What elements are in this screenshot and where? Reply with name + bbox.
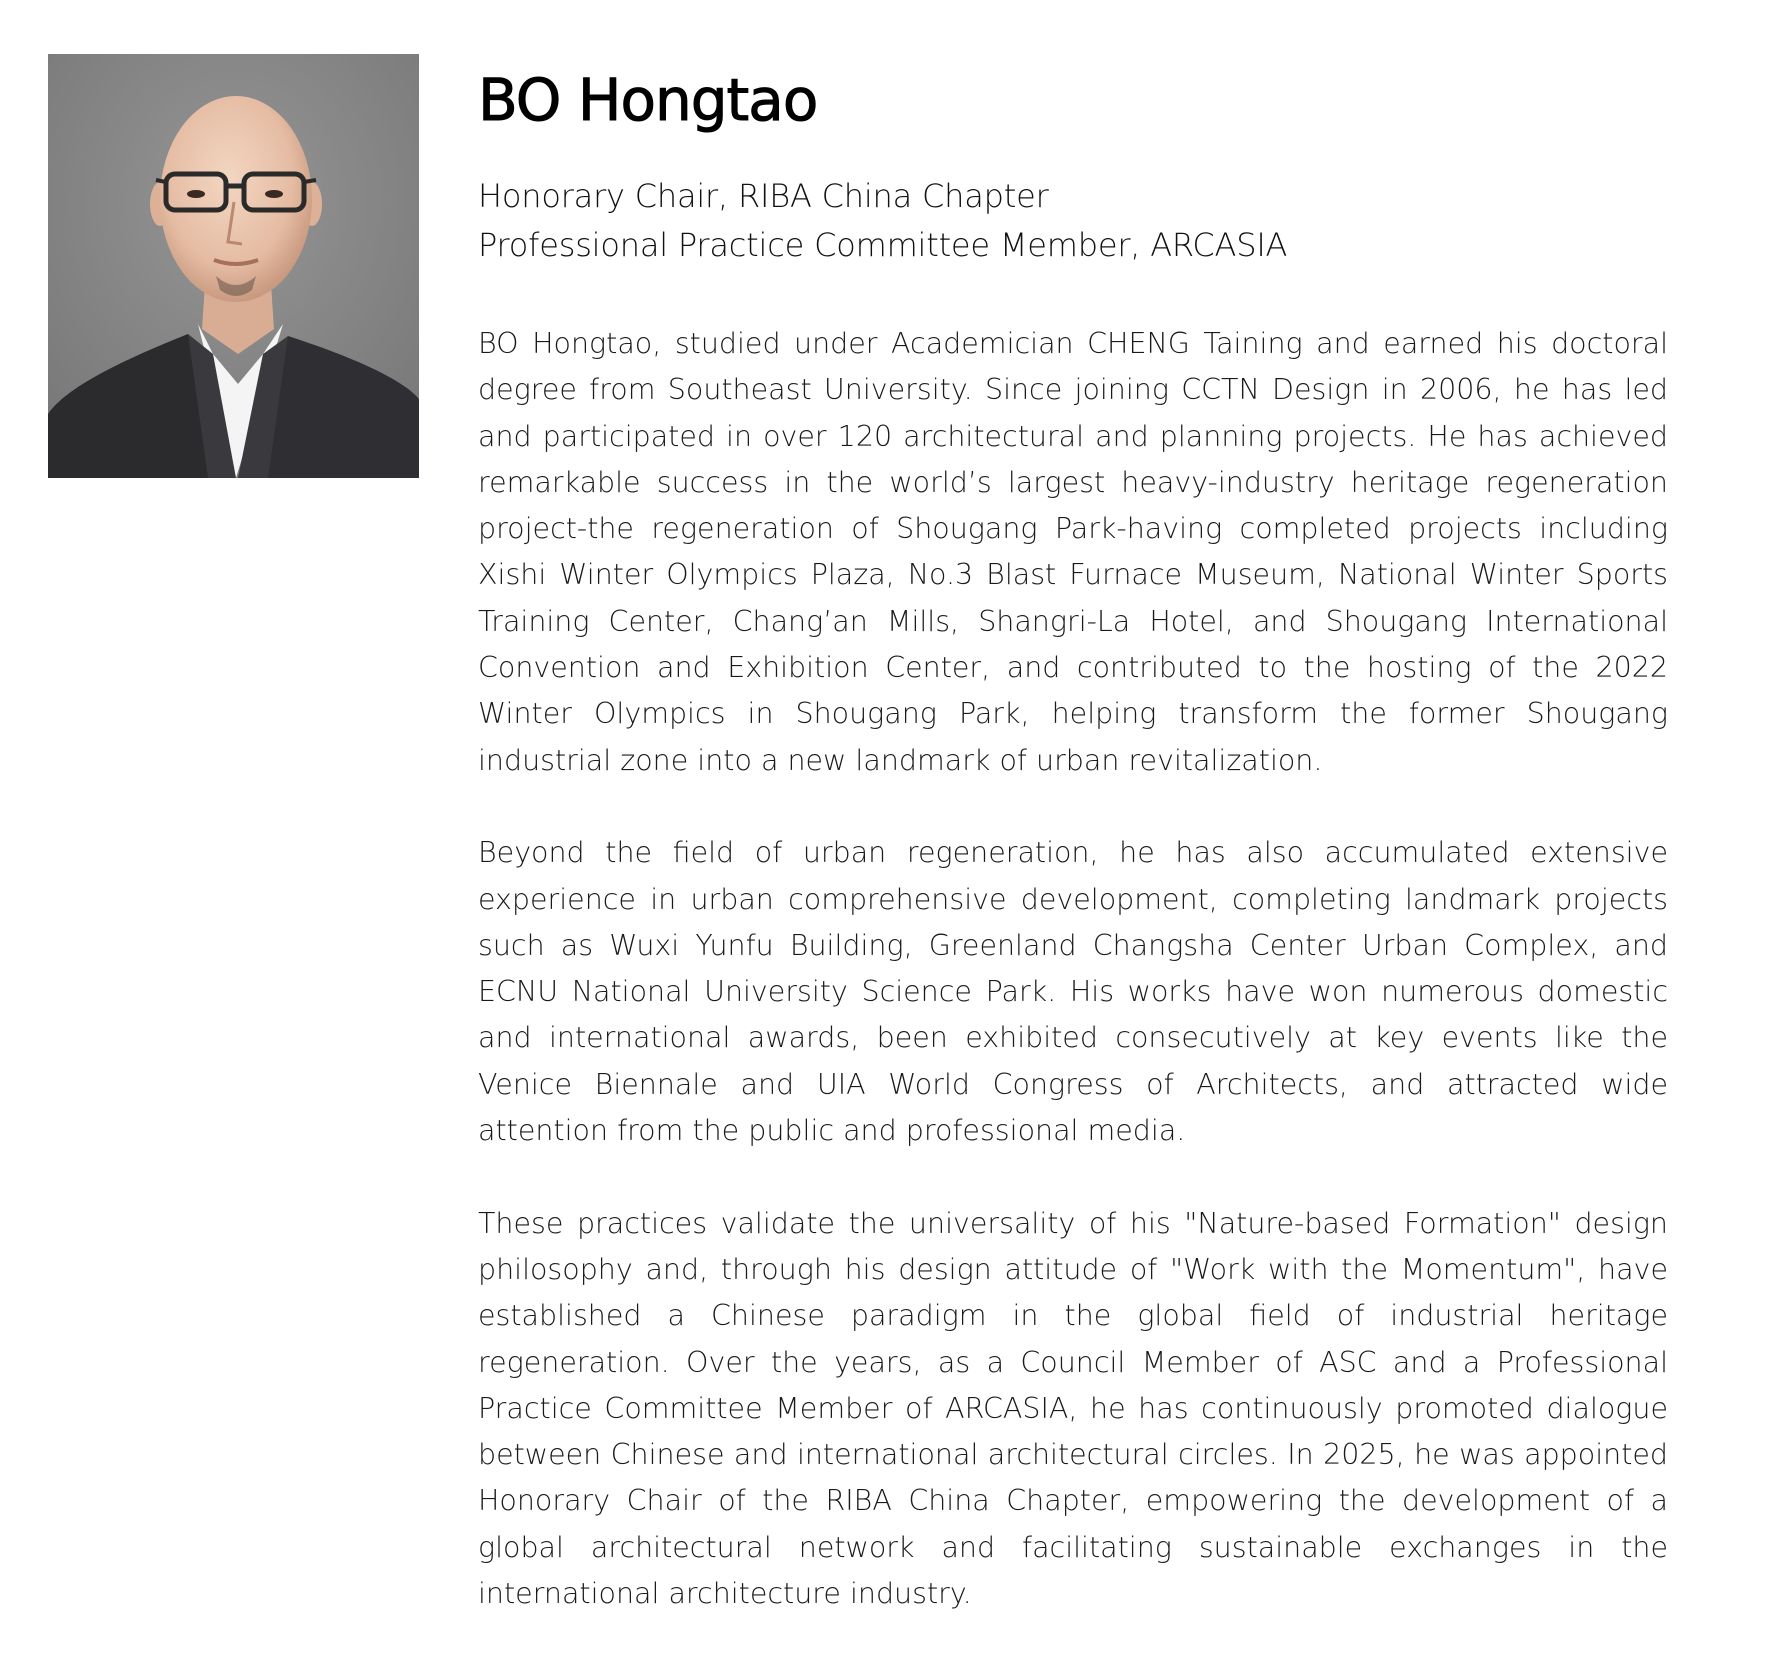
bio-paragraph: Beyond the field of urban regeneration, he has also accumulated extensive experience in urban comprehensive development, completing landmark projects such as Wuxi Yunfu Building, Greenland Changsha Center Urban Complex, and ECNU National University Science Park. His works have won numerous domestic and international awards, been exhibited consecutively at key events like the Venice Biennale and UIA World Congress of Architects, and attracted wide attention from the public and professional media. bbox=[478, 836, 1668, 1148]
profile-content bbox=[478, 58, 1668, 1617]
bio-paragraph: These practices validate the universality of his "Nature-based Formation" design philosophy and, through his design attitude of "Work with the Momentum", have established a Chinese paradigm in the global field of industrial heritage regeneration. Over the years, as a Council Member of ASC and a Professional Practice Committee Member of ARCASIA, he has continuously promoted dialogue between Chinese and international architectural circles. In 2025, he was appointed Honorary Chair of the RIBA China Chapter, empowering the development of a global architectural network and facilitating sustainable exchanges in the international architecture industry. bbox=[478, 1206, 1668, 1611]
profile-photo bbox=[48, 54, 419, 478]
role-item: Honorary Chair, RIBA China Chapter bbox=[478, 177, 1049, 215]
portrait-illustration bbox=[48, 54, 419, 478]
role-list bbox=[478, 172, 1668, 270]
person-name: BO Hongtao bbox=[478, 66, 818, 134]
bio-paragraph: BO Hongtao, studied under Academician CHENG Taining and earned his doctoral degree from Southeast University. Since joining CCTN Design in 2006, he has led and participated in over 120 architectural and planning projects. He has achieved remarkable success in the world’s largest heavy-industry heritage regeneration project-the regeneration of Shougang Park-having completed projects including Xishi Winter Olympics Plaza, No.3 Blast Furnace Museum, National Winter Sports Training Center, Chang’an Mills, Shangri-La Hotel, and Shougang International Convention and Exhibition Center, and contributed to the hosting of the 2022 Winter Olympics in Shougang Park, helping transform the former Shougang industrial zone into a new landmark of urban revitalization. bbox=[478, 327, 1668, 777]
role-item: Professional Practice Committee Member, ARCASIA bbox=[478, 226, 1288, 264]
biography bbox=[478, 321, 1668, 1617]
